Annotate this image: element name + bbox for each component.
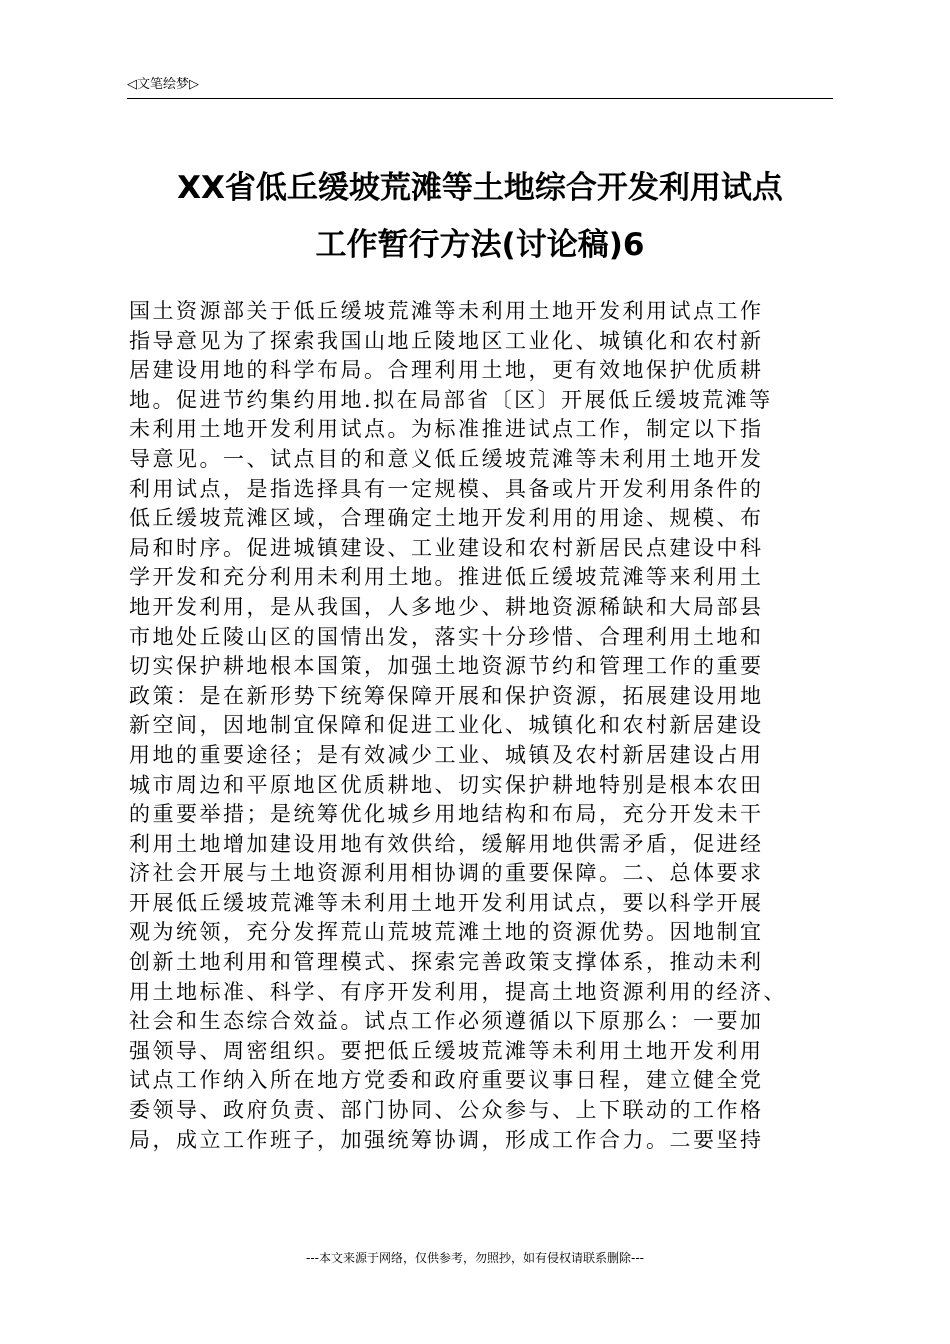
body-line: 市地处丘陵山区的国情出发，落实十分珍惜、合理利用土地和 xyxy=(129,624,764,649)
body-line: 指导意见为了探索我国山地丘陵地区工业化、城镇化和农村新 xyxy=(129,328,764,353)
body-line: 委领导、政府负责、部门协同、公众参与、上下联动的工作格 xyxy=(129,1098,764,1123)
body-line: 国土资源部关于低丘缓坡荒滩等未利用土地开发利用试点工作 xyxy=(129,299,764,323)
body-line: 局和时序。促进城镇建设、工业建设和农村新居民点建设中科 xyxy=(129,535,764,560)
body-line: 试点工作纳入所在地方党委和政府重要议事日程，建立健全党 xyxy=(129,1068,764,1093)
body-line: 新空间，因地制宜保障和促进工业化、城镇化和农村新居建设 xyxy=(129,713,764,738)
body-line: 观为统领，充分发挥荒山荒坡荒滩土地的资源优势。因地制宜 xyxy=(129,920,764,945)
body-line: 利用试点，是指选择具有一定规模、具备或片开发利用条件的 xyxy=(129,476,764,501)
body-line: 政策：是在新形势下统筹保障开展和保护资源，拓展建设用地 xyxy=(129,683,764,708)
body-line: 创新土地利用和管理模式、探索完善政策支撑体系，推动未利 xyxy=(129,950,764,975)
body-line: 学开发和充分利用未利用土地。推进低丘缓坡荒滩等来利用土 xyxy=(129,565,764,590)
body-line: 地开发利用，是从我国，人多地少、耕地资源稀缺和大局部县 xyxy=(129,594,764,619)
document-title xyxy=(120,160,840,274)
document-body xyxy=(129,297,835,1155)
body-line: 居建设用地的科学布局。合理利用土地，更有效地保护优质耕 xyxy=(129,358,764,383)
body-line: 地。促进节约集约用地.拟在局部省〔区〕开展低丘缓坡荒滩等 xyxy=(129,387,773,412)
body-line: 社会和生态综合效益。试点工作必须遵循以下原那么：一要加 xyxy=(129,1009,764,1034)
body-line: 开展低丘缓坡荒滩等未利用土地开发利用试点，要以科学开展 xyxy=(129,890,764,915)
body-line: 切实保护耕地根本国策，加强土地资源节约和管理工作的重要 xyxy=(129,654,764,679)
body-line: 低丘缓坡荒滩区域，合理确定土地开发利用的用途、规模、布 xyxy=(129,506,764,531)
body-line: 强领导、周密组织。要把低丘缓坡荒滩等未利用土地开发利用 xyxy=(129,1038,764,1063)
body-line: 未利用土地开发利用试点。为标准推进试点工作，制定以下指 xyxy=(129,417,764,442)
body-line: 用土地标准、科学、有序开发利用，提高土地资源利用的经济、 xyxy=(129,979,787,1004)
body-line: 利用土地增加建设用地有效供给，缓解用地供需矛盾，促进经 xyxy=(129,831,764,856)
header-text: ◁文笔绘梦▷ xyxy=(127,77,199,92)
body-line: 导意见。一、试点目的和意义低丘缓坡荒滩等未利用土地开发 xyxy=(129,446,764,471)
title-line-1: XX省低丘缓坡荒滩等土地综合开发利用试点 xyxy=(177,170,783,206)
title-line-2: 工作暂行方法(讨论稿)6 xyxy=(315,227,645,263)
body-line: 局，成立工作班子，加强统筹协调，形成工作合力。二要坚持 xyxy=(129,1127,764,1152)
body-line: 的重要举措；是统筹优化城乡用地结构和布局，充分开发未干 xyxy=(129,802,764,827)
body-line: 用地的重要途径；是有效减少工业、城镇及农村新居建设占用 xyxy=(129,742,764,767)
page-header xyxy=(127,76,833,99)
body-line: 城市周边和平原地区优质耕地、切实保护耕地特别是根本农田 xyxy=(129,772,764,797)
page-footer: ---本文来源于网络，仅供参考，勿照抄，如有侵权请联系删除--- xyxy=(306,1251,644,1265)
body-line: 济社会开展与土地资源利用相协调的重要保障。二、总体要求 xyxy=(129,861,764,886)
